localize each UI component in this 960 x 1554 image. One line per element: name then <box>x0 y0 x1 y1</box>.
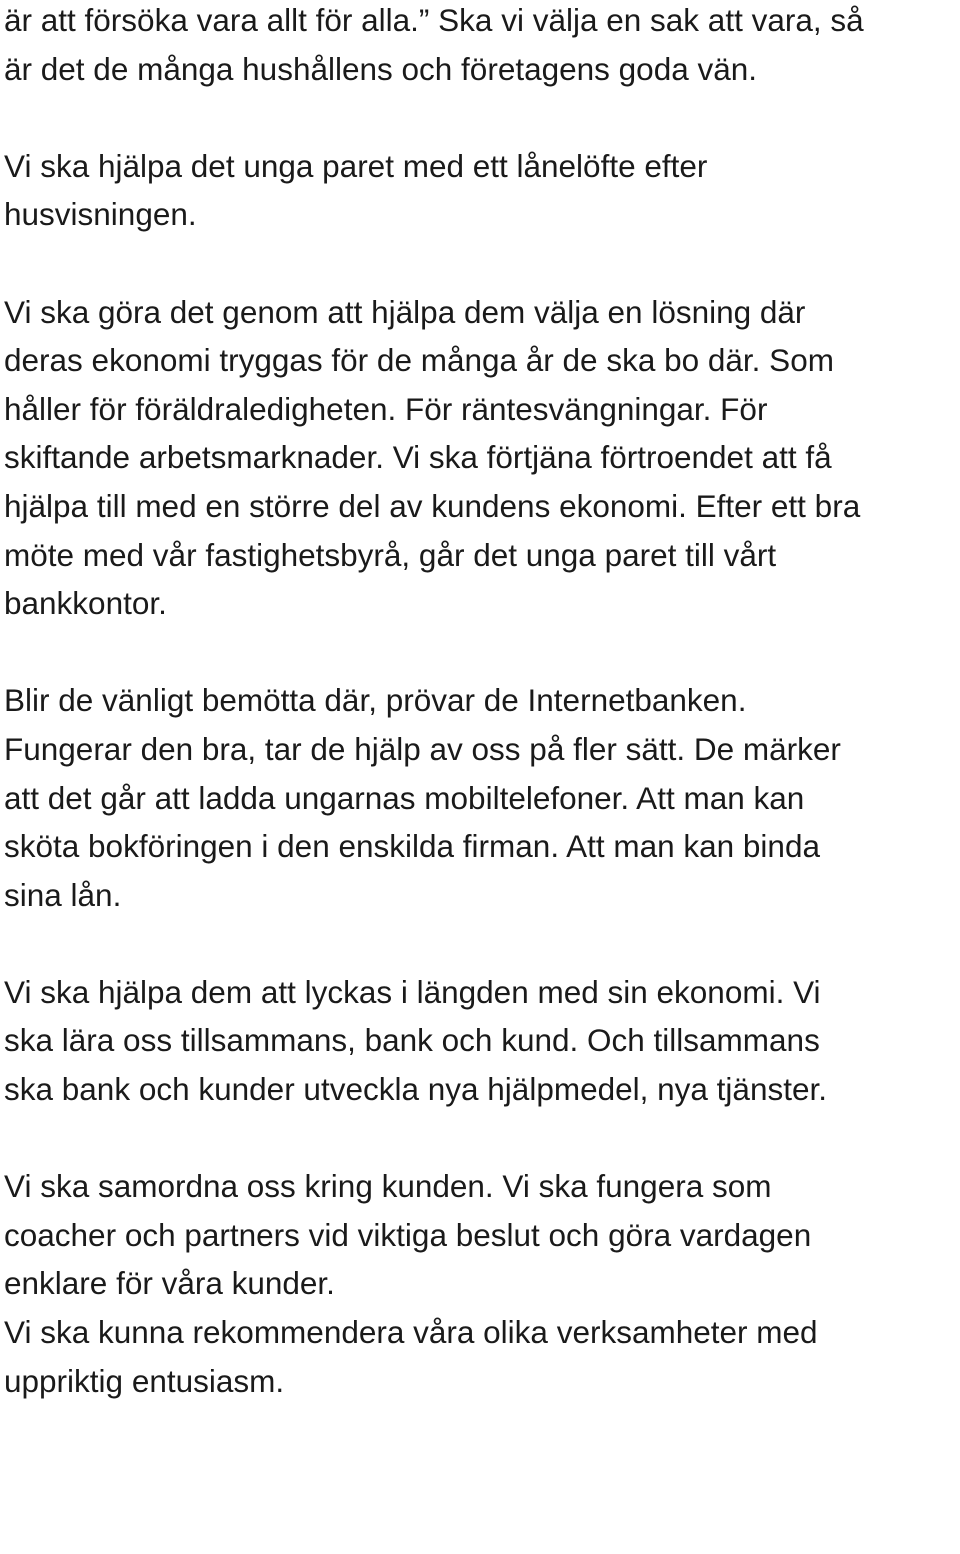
text-line: håller för föräldraledigheten. För räntesvängningar. För <box>4 390 768 427</box>
text-line: möte med vår fastighetsbyrå, går det unga paret till vårt <box>4 536 777 573</box>
text-line: Vi ska hjälpa dem att lyckas i längden med sin ekonomi. Vi <box>4 973 821 1010</box>
text-line: sina lån. <box>4 876 122 913</box>
paragraph-7 <box>4 1308 956 1405</box>
text-line: är att försöka vara allt för alla.” Ska vi välja en sak att vara, så <box>4 2 864 38</box>
text-line: ska lära oss tillsammans, bank och kund. Och tillsammans <box>4 1022 820 1059</box>
text-line: Vi ska hjälpa det unga paret med ett lånelöfte efter <box>4 147 708 184</box>
document-body <box>4 0 956 1405</box>
paragraph-4 <box>4 676 956 919</box>
paragraph-1 <box>4 0 956 93</box>
text-line: Blir de vänligt bemötta där, prövar de Internetbanken. <box>4 682 747 719</box>
text-line: att det går att ladda ungarnas mobiltelefoner. Att man kan <box>4 779 805 816</box>
text-line: uppriktig entusiasm. <box>4 1362 285 1399</box>
paragraph-6 <box>4 1162 956 1308</box>
paragraph-5 <box>4 968 956 1114</box>
text-line: skiftande arbetsmarknader. Vi ska förtjäna förtroendet att få <box>4 439 832 476</box>
paragraph-2 <box>4 142 956 239</box>
paragraph-3 <box>4 288 956 628</box>
text-line: Fungerar den bra, tar de hjälp av oss på fler sätt. De märker <box>4 730 841 767</box>
text-line: husvisningen. <box>4 196 197 233</box>
text-line: coacher och partners vid viktiga beslut och göra vardagen <box>4 1216 812 1253</box>
text-line: Vi ska kunna rekommendera våra olika verksamheter med <box>4 1314 818 1351</box>
text-line: Vi ska göra det genom att hjälpa dem välja en lösning där <box>4 293 806 330</box>
text-line: sköta bokföringen i den enskilda firman. Att man kan binda <box>4 828 820 865</box>
text-line: Vi ska samordna oss kring kunden. Vi ska fungera som <box>4 1168 772 1205</box>
text-line: är det de många hushållens och företagens goda vän. <box>4 50 758 87</box>
text-line: deras ekonomi tryggas för de många år de ska bo där. Som <box>4 342 834 379</box>
text-line: ska bank och kunder utveckla nya hjälpmedel, nya tjänster. <box>4 1071 827 1108</box>
text-line: hjälpa till med en större del av kundens ekonomi. Efter ett bra <box>4 487 861 524</box>
text-line: bankkontor. <box>4 585 167 622</box>
text-line: enklare för våra kunder. <box>4 1265 335 1302</box>
